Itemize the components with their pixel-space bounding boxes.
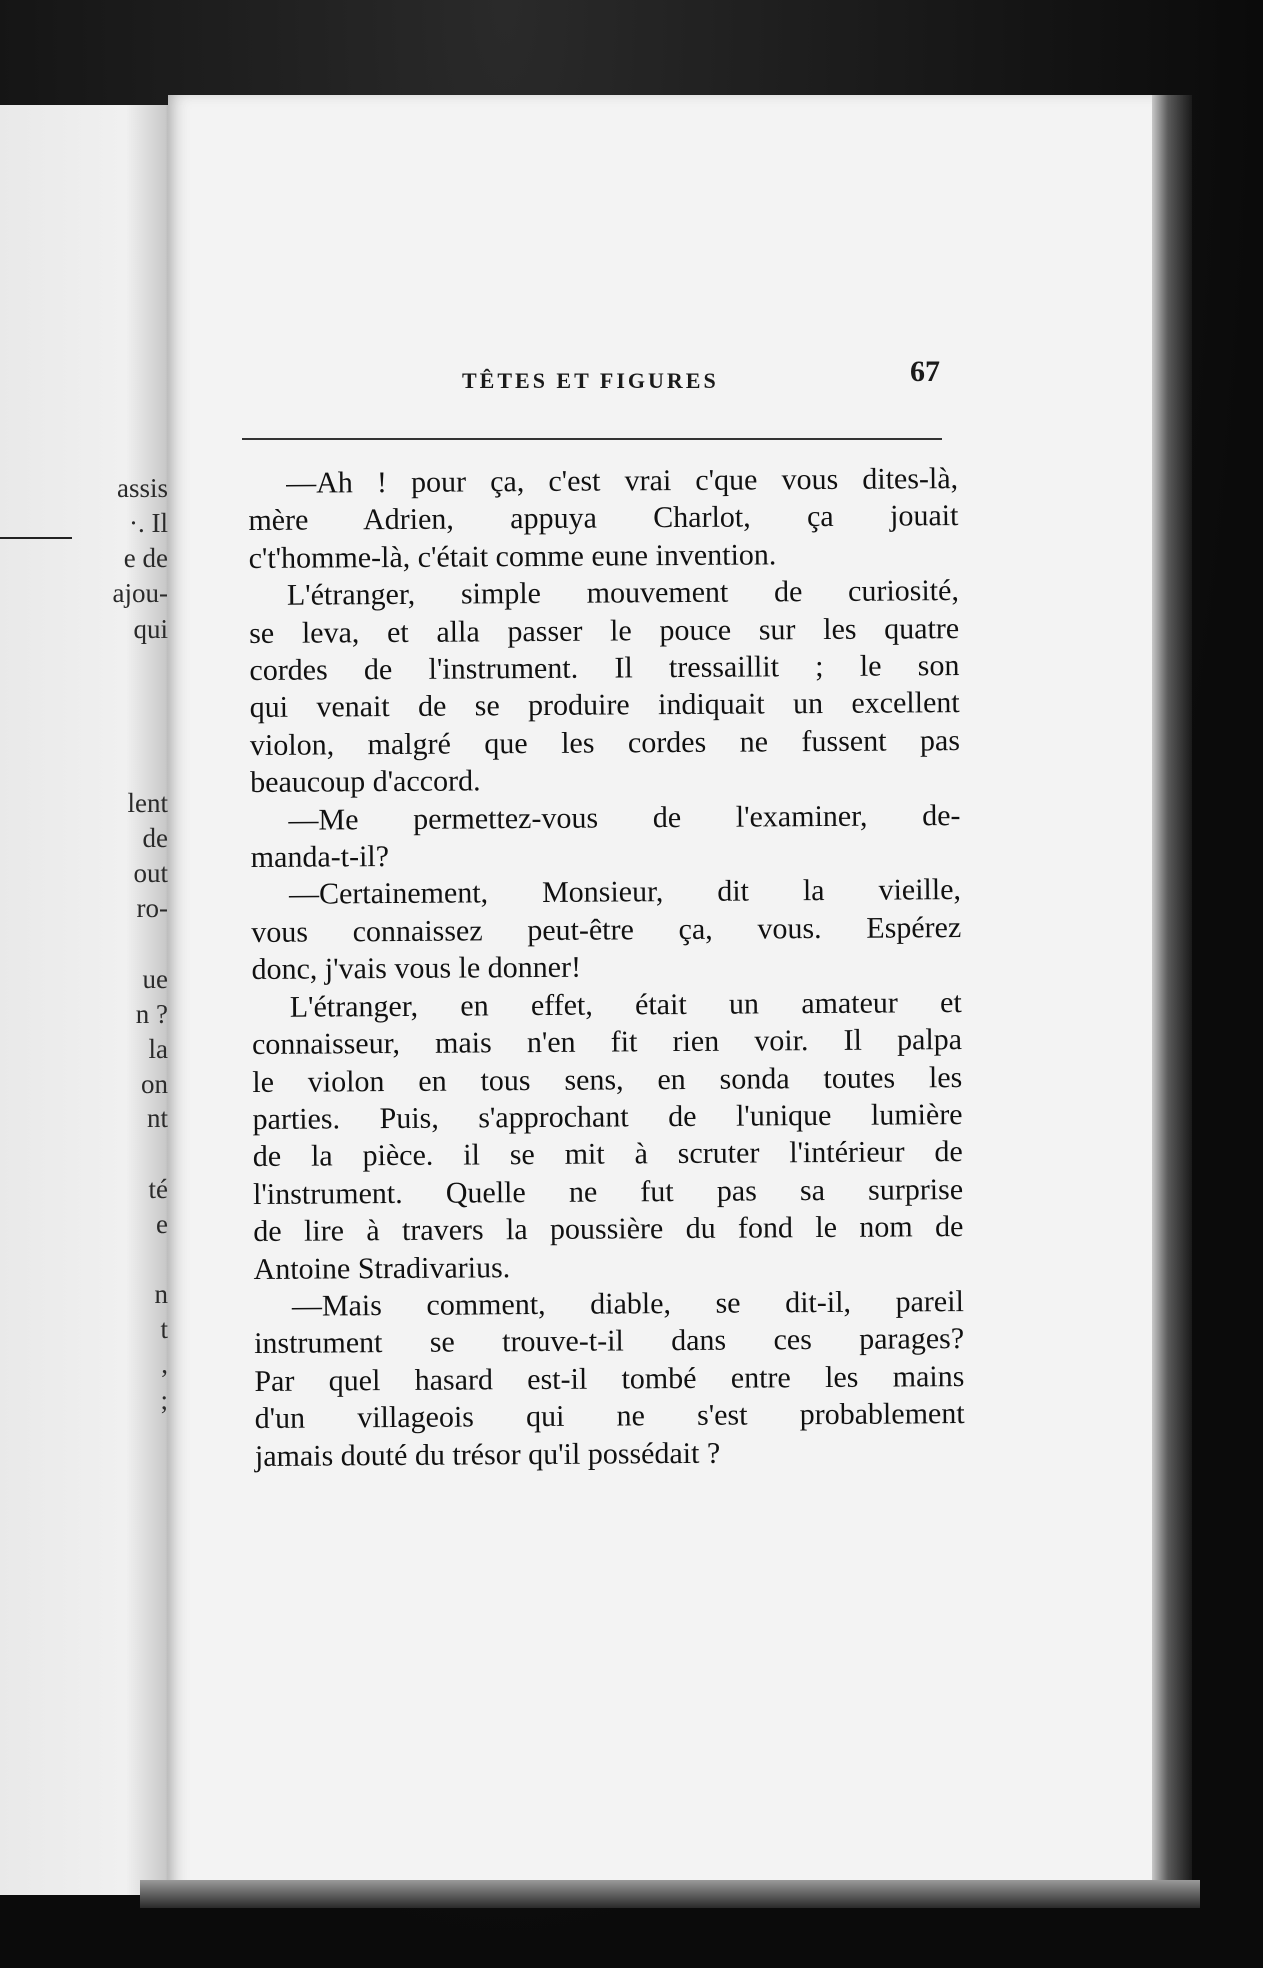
text-line: manda-t-il? [250,840,390,875]
text-line: —Mais comment, diable, se dit-il, pareil [291,1284,964,1323]
text-line: L'étranger, en effet, était un amateur et [289,985,962,1024]
text-line: mère Adrien, appuya Charlot, ça jouait [248,499,959,538]
left-facing-page [0,105,180,1895]
text-line: violon, malgré que les cordes ne fussent pas [249,723,961,762]
left-fragment: on [141,1069,168,1099]
text-line: instrument se trouve-t-il dans ces parages? [254,1322,965,1361]
text-line: de la pièce. il se mit à scruter l'intérieur de [252,1135,963,1174]
text-line: d'un villageois qui ne s'est probablement [254,1397,965,1436]
text-line: beaucoup d'accord. [250,764,481,800]
left-fragment: ; [160,1385,168,1415]
left-fragment: out [133,858,168,888]
text-line: qui venait de se produire indiquait un excellent [249,686,960,725]
left-fragment: n [154,1279,168,1309]
left-fragment: ro- [136,893,168,923]
page-number: 67 [910,355,940,388]
left-fragment: de [142,823,168,853]
text-line: parties. Puis, s'approchant de l'unique lumière [252,1097,963,1136]
left-fragment: n ? [135,999,168,1029]
text-line: —Ah ! pour ça, c'est vrai c'que vous dites-là, [286,462,959,500]
text-line: —Certainement, Monsieur, dit la vieille, [288,873,962,912]
text-line: connaisseur, mais n'en fit rien voir. Il palpa [251,1023,963,1062]
text-line: vous connaissez peut-être ça, vous. Espérez [251,910,962,949]
left-fragment: ue [142,964,168,994]
text-line: Par quel hasard est-il tombé entre les mains [254,1359,965,1398]
text-line: donc, j'vais vous le donner! [251,950,582,987]
text-line: cordes de l'instrument. Il tressaillit ; le son [249,649,960,688]
left-fragment: la [148,1034,168,1064]
left-fragment: e de [123,543,168,573]
text-line: c't'homme-là, c'était comme eune invention. [248,538,777,575]
text-line: jamais douté du trésor qu'il possédait ? [254,1436,721,1473]
left-fragment: lent [127,788,168,818]
left-fragment: qui [133,614,168,644]
left-fragment: assis [116,473,168,503]
text-line: Antoine Stradivarius. [253,1250,511,1286]
running-head: TÊTES ET FIGURES [462,368,719,393]
left-fragment: ·. Il [129,508,168,538]
header-rule [242,438,942,440]
left-fragment: té [148,1174,168,1204]
page-edge-shadow [1152,95,1192,1895]
text-line: L'étranger, simple mouvement de curiosité, [286,574,960,612]
text-line: se leva, et alla passer le pouce sur les quatre [249,611,960,650]
text-line: de lire à travers la poussière du fond le nom de [253,1210,964,1249]
text-line: l'instrument. Quelle ne fut pas sa surprise [252,1172,964,1211]
left-fragment: , [161,1349,168,1379]
bottom-edge [140,1880,1200,1908]
left-page-rule [0,537,72,539]
text-line: —Me permettez-vous de l'examiner, de- [288,798,961,837]
left-fragment: e [156,1209,168,1239]
text-line: le violon en tous sens, en sonda toutes les [252,1060,963,1099]
left-fragment: nt [146,1103,168,1133]
body-text [248,460,965,1475]
left-fragment: ajou- [112,578,168,608]
left-fragment: t [160,1314,168,1344]
